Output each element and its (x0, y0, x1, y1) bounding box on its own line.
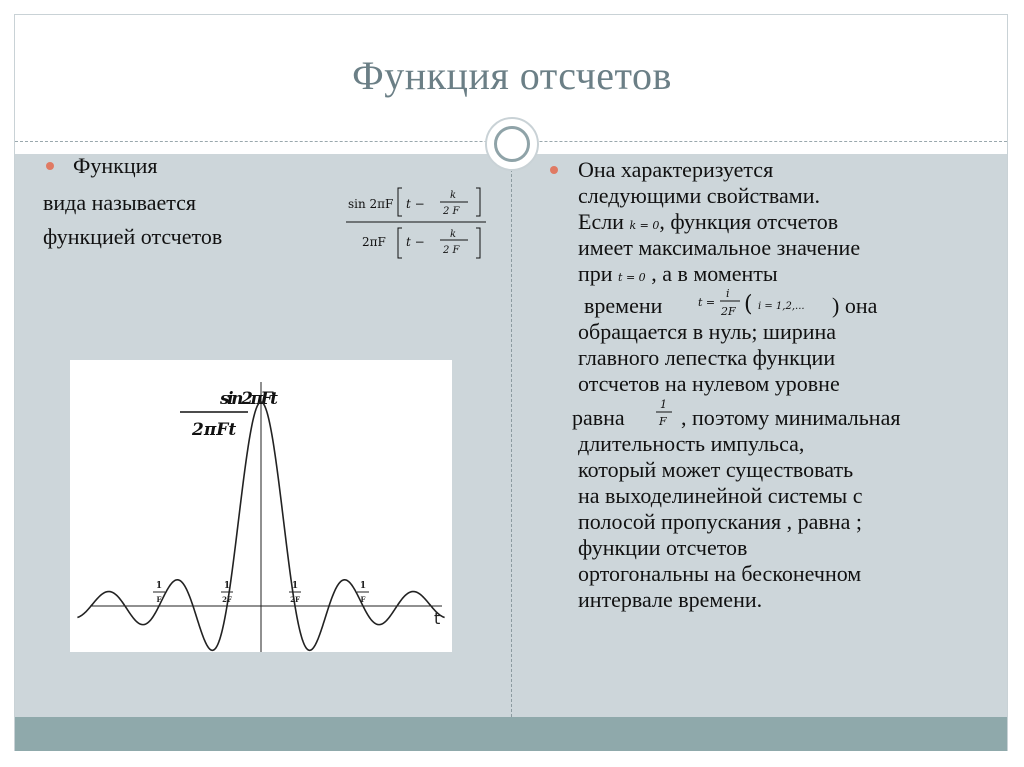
right-if-post: , функция отсчетов (659, 209, 839, 234)
chart-title-numerator: sin2πFt (220, 389, 278, 409)
time-i: i (726, 287, 730, 300)
time-open-paren: ( (744, 292, 753, 317)
right-line-5: главного лепестка функции (578, 345, 836, 370)
right-line-4: обращается в нуль; ширина (578, 319, 837, 344)
tick-label (221, 581, 233, 604)
tick-label-denominator: 2F (290, 595, 300, 604)
ring-inner (494, 126, 530, 162)
right-line-8: который может существовать (578, 457, 854, 482)
x-axis-label: t (434, 609, 441, 628)
formula-num-prefix: sin 2πF (348, 197, 394, 211)
tick-label (357, 581, 369, 604)
right-if-pre: Если (578, 209, 624, 234)
formula-den-k: k (450, 229, 457, 240)
right-line-10: полосой пропускания , равна ; (578, 509, 862, 534)
chart-title-denominator: 2πFt (192, 420, 237, 440)
left-line-2: вида называется (43, 190, 197, 215)
sinc-chart (70, 360, 452, 652)
formula-den-2f: 2 F (443, 245, 460, 256)
tick-label-numerator: 1 (291, 581, 299, 591)
right-line-1: Она характеризуется (578, 157, 774, 182)
time-t-eq: t = (698, 296, 716, 309)
right-equal-post: , поэтому минимальная (681, 405, 901, 430)
formula-den-t: t − (406, 235, 425, 249)
equal-formula (650, 394, 680, 434)
right-line-12: ортогональны на бесконечном (578, 561, 862, 586)
tick-label-numerator: 1 (155, 581, 163, 591)
tick-label-numerator: 1 (359, 581, 367, 591)
tick-label-denominator: F (156, 595, 162, 604)
right-time-post: ) она (832, 293, 878, 318)
formula-num-k: k (450, 190, 457, 201)
tick-label-numerator: 1 (223, 581, 231, 591)
right-time-pre: времени (584, 293, 663, 318)
right-line-7: длительность импульса, (578, 431, 805, 456)
tick-label (153, 581, 165, 604)
formula-num-t: t − (406, 197, 425, 211)
right-time-line (584, 293, 662, 319)
sinc-chart-svg (70, 360, 452, 652)
footer-bar (15, 717, 1007, 751)
column-divider (511, 154, 512, 717)
tick-label-denominator: 2F (222, 595, 232, 604)
formula-den-prefix: 2πF (362, 235, 386, 249)
right-at-pre: при (578, 261, 613, 286)
left-line-1: Функция (73, 153, 158, 178)
slide-title: Функция отсчетов (352, 53, 672, 98)
tick-label (289, 581, 301, 604)
time-range: i = 1,2,... (758, 301, 805, 312)
left-line-3: функцией отсчетов (43, 224, 223, 249)
time-2f: 2F (721, 305, 736, 318)
right-equal-pre: равна (572, 405, 625, 430)
sinc-formula (340, 180, 490, 266)
bullet-icon (550, 166, 558, 174)
right-line-13: интервале времени. (578, 587, 763, 612)
right-line-2: следующими свойствами. (578, 183, 820, 208)
ring-ornament-icon (485, 117, 539, 171)
bullet-icon (46, 162, 54, 170)
right-if-expr: k = 0 (629, 219, 660, 232)
tick-label-denominator: F (360, 595, 366, 604)
right-at-post: , а в моменты (645, 261, 778, 286)
time-formula (696, 284, 836, 324)
formula-num-2f: 2 F (443, 206, 460, 217)
right-line-6: отсчетов на нулевом уровне (578, 371, 840, 396)
right-line-11: функции отсчетов (578, 535, 748, 560)
right-line-3: имеет максимальное значение (578, 235, 861, 260)
right-line-9: на выходелинейной системы с (578, 483, 863, 508)
equal-f: F (659, 415, 667, 428)
right-at-expr: t = 0 (618, 271, 646, 284)
equal-one: 1 (660, 398, 667, 411)
